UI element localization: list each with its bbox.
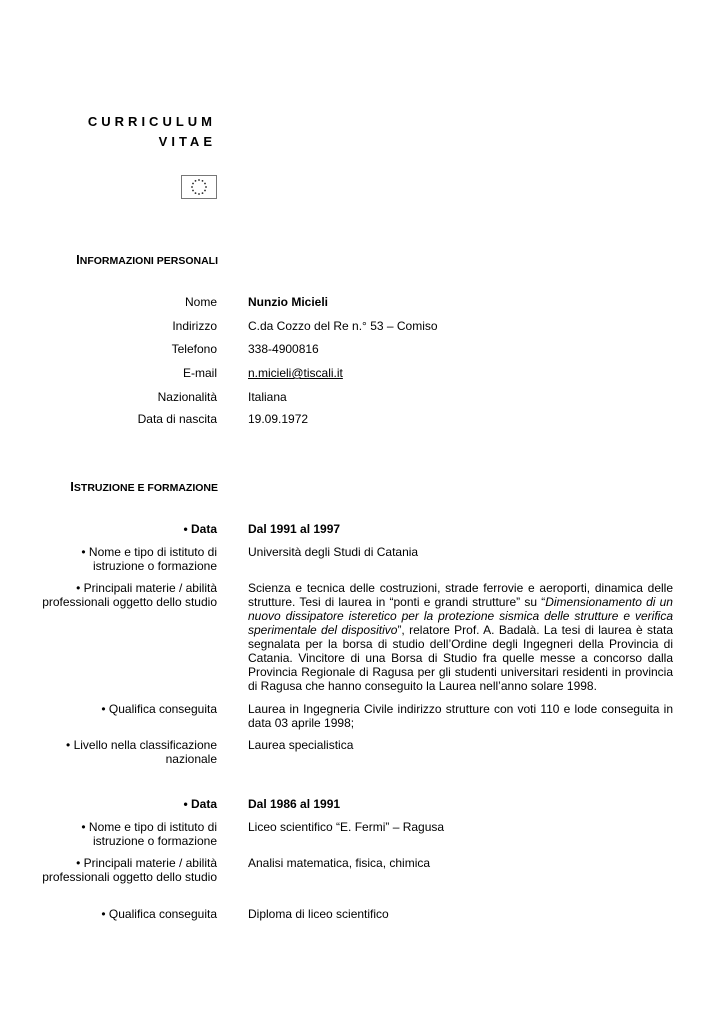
field-label: • Qualifica conseguita — [101, 702, 217, 716]
edu1-qualification-value: Laurea in Ingegneria Civile indirizzo strutture con voti 110 e lode conseguita in data 03 aprile 1998; — [248, 702, 673, 730]
title-line-vitae: VITAE — [158, 134, 216, 149]
document-title — [88, 112, 216, 152]
edu2-qualification-value: Diploma di liceo scientifico — [248, 907, 389, 921]
field-label: • Livello nella classificazione nazionale — [66, 738, 217, 766]
edu2-date-value: Dal 1986 al 1991 — [248, 797, 341, 811]
eu-flag-icon — [181, 175, 217, 199]
field-label: • Nome e tipo di istituto di istruzione o formazione — [81, 820, 217, 848]
edu2-subjects-value: Analisi matematica, fisica, chimica — [248, 856, 431, 870]
field-label: • Qualifica conseguita — [101, 907, 217, 921]
field-label: Nome — [184, 295, 217, 309]
field-label: • Data — [183, 797, 217, 811]
title-line-curriculum: CURRICULUM — [87, 114, 216, 129]
thesis-title: Dimensionamento di un nuovo dissipatore isteretico per la protezione sismica delle strutture e verifica sperimentale del dispositivo — [248, 595, 673, 637]
field-label: Data di nascita — [137, 412, 217, 426]
email-link[interactable]: n.micieli@tiscali.it — [248, 366, 343, 380]
edu1-subjects-value — [248, 581, 673, 693]
field-label: Telefono — [171, 342, 217, 356]
birthdate-value: 19.09.1972 — [248, 412, 309, 426]
subjects-text: Scienza e tecnica delle costruzioni, strade ferrovie e aeroporti, dinamica delle strutture. Tesi di laurea in “ponti e grandi strutture” su “ — [248, 581, 673, 609]
edu2-institution-value: Liceo scientifico “E. Fermi” – Ragusa — [248, 820, 445, 834]
address-value: C.da Cozzo del Re n.° 53 – Comiso — [248, 319, 438, 333]
name-value: Nunzio Micieli — [248, 295, 329, 309]
field-label: Nazionalità — [157, 390, 217, 404]
edu1-date-value: Dal 1991 al 1997 — [248, 522, 341, 536]
field-label: • Principali materie / abilità professionali oggetto dello studio — [42, 856, 217, 884]
section-heading-education: ISTRUZIONE E FORMAZIONE — [70, 479, 218, 494]
field-label: Indirizzo — [172, 319, 217, 333]
phone-value: 338-4900816 — [248, 342, 319, 356]
edu1-institution-value: Università degli Studi di Catania — [248, 545, 419, 559]
field-label: E-mail — [182, 366, 217, 380]
nationality-value: Italiana — [248, 390, 287, 404]
edu1-level-value: Laurea specialistica — [248, 738, 354, 752]
subjects-text: ”, relatore Prof. A. Badalà. La tesi di laurea è stata segnalata per la borsa di studio dell’Ordine degli Ingegneri della Provincia di Catania. Vincitore di una Borsa di Studio fra quelle messe a concorso dalla Provincia Regionale di Ragusa per gli studenti universitari residenti in provincia di Ragusa che hanno conseguito la Laurea nell’anno solare 1998. — [248, 623, 673, 693]
field-label: • Nome e tipo di istituto di istruzione o formazione — [81, 545, 217, 573]
field-label: • Data — [183, 522, 217, 536]
field-label: • Principali materie / abilità professionali oggetto dello studio — [42, 581, 217, 609]
section-heading-personal: INFORMAZIONI PERSONALI — [76, 252, 218, 267]
